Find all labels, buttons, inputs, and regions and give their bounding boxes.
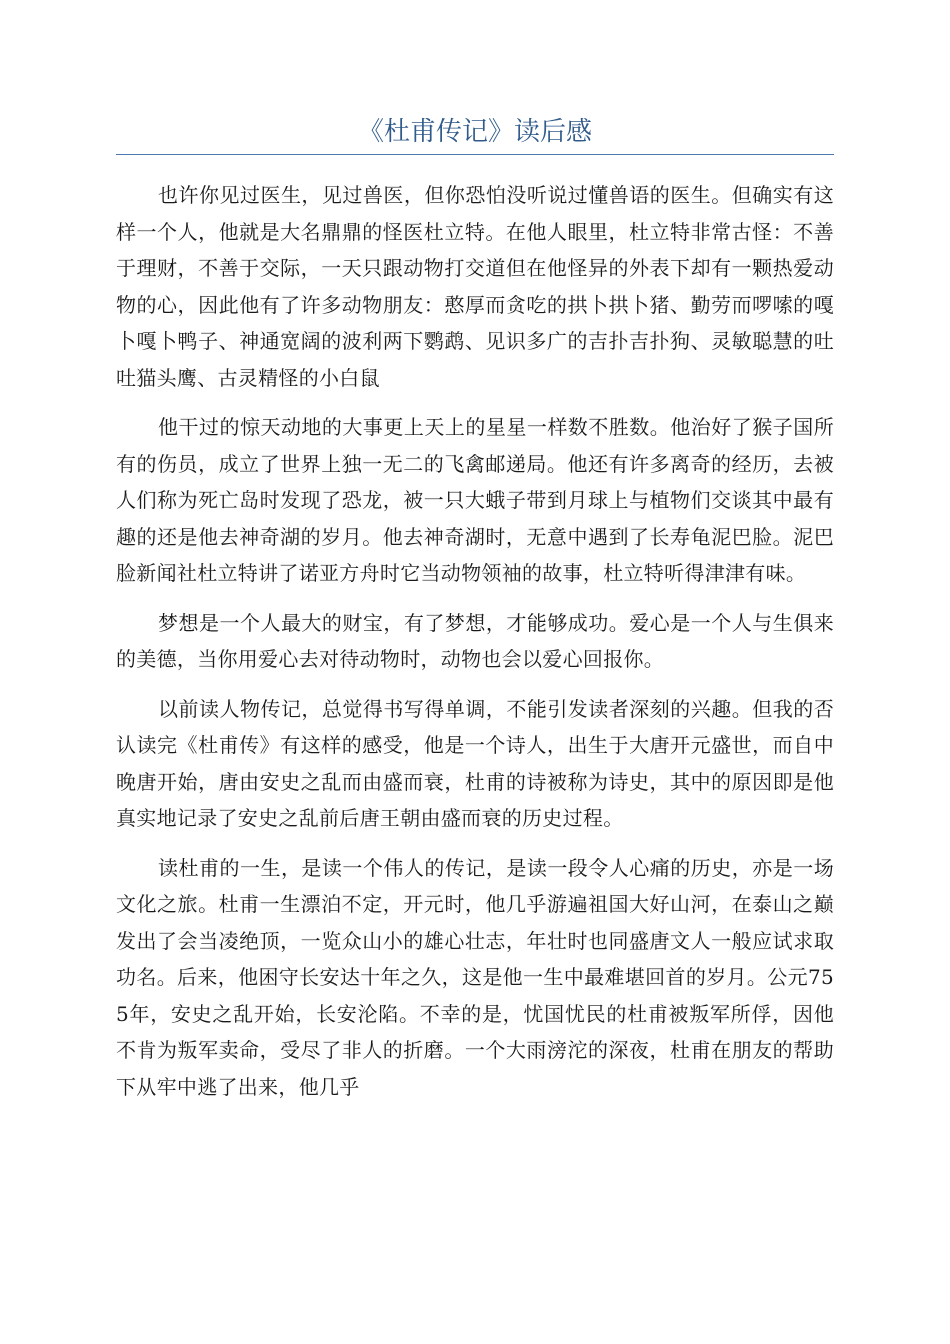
paragraph-5: 读杜甫的一生，是读一个伟人的传记，是读一段令人心痛的历史，亦是一场文化之旅。杜甫一生漂泊不定，开元时，他几乎游遍祖国大好山河，在泰山之巅发出了会当凌绝顶，一览众山小的雄心壮志，年壮时也同盛唐文人一般应试求取功名。后来，他困守长安达十年之久，这是他一生中最难堪回首的岁月。公元755年，安史之乱开始，长安沦陷。不幸的是，忧国忧民的杜甫被叛军所俘，因他不肯为叛军卖命，受尽了非人的折磨。一个大雨滂沱的深夜，杜甫在朋友的帮助下从牢中逃了出来，他几乎 (116, 855, 834, 1099)
paragraph-4: 以前读人物传记，总觉得书写得单调，不能引发读者深刻的兴趣。但我的否认读完《杜甫传》有这样的感受，他是一个诗人，出生于大唐开元盛世，而自中晚唐开始，唐由安史之乱而由盛而衰，杜甫的诗被称为诗史，其中的原因即是他真实地记录了安史之乱前后唐王朝由盛而衰的历史过程。 (116, 696, 834, 830)
paragraph-2: 他干过的惊天动地的大事更上天上的星星一样数不胜数。他治好了猴子国所有的伤员，成立了世界上独一无二的飞禽邮递局。他还有许多离奇的经历，去被人们称为死亡岛时发现了恐龙，被一只大蛾子带到月球上与植物们交谈其中最有趣的还是他去神奇湖的岁月。他去神奇湖时，无意中遇到了长寿龟泥巴脸。泥巴脸新闻社杜立特讲了诺亚方舟时它当动物领袖的故事，杜立特听得津津有味。 (116, 415, 834, 585)
paragraph-1: 也许你见过医生，见过兽医，但你恐怕没听说过懂兽语的医生。但确实有这样一个人，他就是大名鼎鼎的怪医杜立特。在他人眼里，杜立特非常古怪：不善于理财，不善于交际，一天只跟动物打交道但在他怪异的外表下却有一颗热爱动物的心，因此他有了许多动物朋友：憨厚而贪吃的拱卜拱卜猪、勤劳而啰嗦的嘎卜嘎卜鸭子、神通宽阔的波利两下鹦鹉、见识多广的吉扑吉扑狗、灵敏聪慧的吐吐猫头鹰、古灵精怪的小白鼠 (116, 183, 834, 390)
paragraph-3: 梦想是一个人最大的财宝，有了梦想，才能够成功。爱心是一个人与生俱来的美德，当你用爱心去对待动物时，动物也会以爱心回报你。 (116, 610, 834, 671)
document-body (116, 177, 834, 1118)
document-title: 《杜甫传记》读后感 (357, 117, 592, 147)
title-underline (116, 154, 834, 155)
